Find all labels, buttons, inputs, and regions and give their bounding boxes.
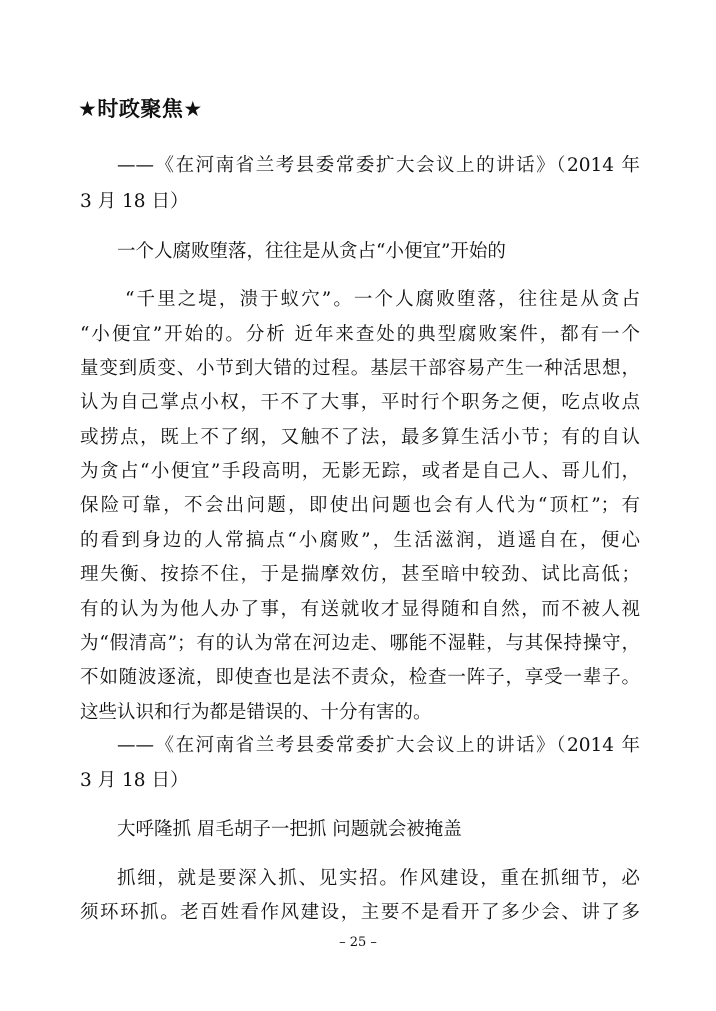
paragraph-line: 为“假清高”；有的认为常在河边走、哪能不湿鞋，与其保持操守， [80, 633, 640, 654]
paragraph-line: “千里之堤，溃于蚁穴”。一个人腐败堕落，往往是从贪占 [125, 289, 640, 310]
paragraph-line: 理失衡、按捺不住，于是揣摩效仿，甚至暗中较劲、试比高低； [80, 564, 640, 585]
source-citation-line: ——《在河南省兰考县委常委扩大会议上的讲话》（2014 年 [117, 155, 640, 176]
subheading-corruption: 一个人腐败堕落，往往是从贪占“小便宜”开始的 [117, 241, 506, 262]
source-citation-line: ——《在河南省兰考县委常委扩大会议上的讲话》（2014 年 [117, 735, 640, 756]
source-citation-date: 3 月 18 日） [80, 191, 189, 212]
source-citation-date: 3 月 18 日） [80, 770, 189, 791]
section-heading: ★时政聚焦★ [78, 97, 203, 121]
paragraph-line: 或捞点，既上不了纲，又触不了法，最多算生活小节；有的自认 [80, 427, 640, 448]
paragraph-line: 的看到身边的人常搞点“小腐败”，生活滋润，逍遥自在，便心 [80, 530, 640, 551]
paragraph-line: 须环环抓。老百姓看作风建设，主要不是看开了多少会、讲了多 [80, 902, 640, 923]
paragraph-line: “小便宜”开始的。分析 近年来查处的典型腐败案件，都有一个 [80, 324, 640, 345]
paragraph-line: 这些认识和行为都是错误的、十分有害的。 [80, 702, 432, 723]
paragraph-line: 抓细，就是要深入抓、见实招。作风建设，重在抓细节，必 [117, 868, 640, 889]
paragraph-line: 为贪占“小便宜”手段高明，无影无踪，或者是自己人、哥儿们， [80, 461, 640, 482]
paragraph-line: 不如随波逐流，即使查也是法不责众，检查一阵子，享受一辈子。 [80, 667, 640, 688]
paragraph-line: 有的认为为他人办了事，有送就收才显得随和自然，而不被人视 [80, 599, 640, 620]
page-number: – 25 – [339, 935, 377, 950]
subheading-grasp: 大呼隆抓 眉毛胡子一把抓 问题就会被掩盖 [117, 819, 462, 840]
paragraph-line: 量变到质变、小节到大错的过程。基层干部容易产生一种活思想， [80, 358, 640, 379]
paragraph-line: 认为自己掌点小权，干不了大事，平时行个职务之便，吃点收点 [80, 392, 640, 413]
paragraph-line: 保险可靠，不会出问题，即使出问题也会有人代为“顶杠”；有 [80, 495, 640, 516]
